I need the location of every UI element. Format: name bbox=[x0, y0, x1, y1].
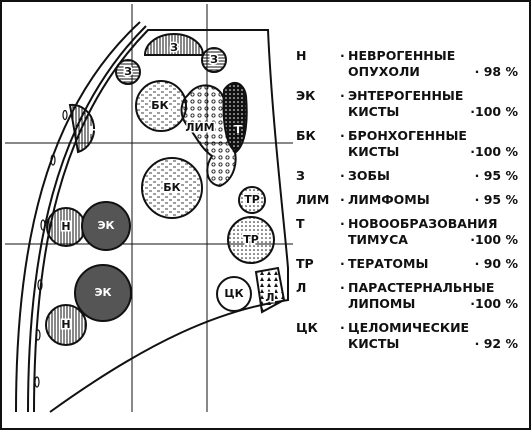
legend-row-tr bbox=[296, 256, 518, 272]
legend-name: ПАРАСТЕРНАЛЬНЫЕ bbox=[348, 280, 495, 295]
legend-row-n bbox=[296, 48, 518, 80]
legend-dot: · bbox=[340, 256, 345, 271]
legend bbox=[296, 48, 518, 360]
legend-row-ek bbox=[296, 88, 518, 120]
label-ek-upper: ЭК bbox=[97, 219, 115, 232]
legend-dot: · bbox=[340, 88, 345, 103]
legend-name: ЗОБЫ bbox=[348, 168, 390, 183]
legend-name-line2: КИСТЫ bbox=[348, 336, 400, 351]
legend-abbr: Л bbox=[296, 280, 307, 295]
legend-abbr: БК bbox=[296, 128, 316, 143]
lesion-l bbox=[256, 268, 284, 312]
legend-percent: · 98 % bbox=[474, 64, 518, 79]
legend-name: НОВООБРАЗОВАНИЯ bbox=[348, 216, 498, 231]
legend-dot: · bbox=[340, 280, 345, 295]
label-lim: ЛИМ bbox=[185, 121, 215, 134]
legend-percent: · 92 % bbox=[474, 336, 518, 351]
label-z-left: З bbox=[124, 65, 132, 78]
label-t: Т bbox=[234, 123, 242, 136]
legend-percent: ·100 % bbox=[470, 232, 518, 247]
legend-abbr: Т bbox=[296, 216, 305, 231]
legend-name: ТЕРАТОМЫ bbox=[348, 256, 429, 271]
legend-row-t bbox=[296, 216, 518, 248]
legend-dot: · bbox=[340, 192, 345, 207]
legend-name: ЦЕЛОМИЧЕСКИЕ bbox=[348, 320, 470, 335]
legend-percent: ·100 % bbox=[470, 296, 518, 311]
legend-abbr: ТР bbox=[296, 256, 314, 271]
legend-percent: ·100 % bbox=[470, 144, 518, 159]
label-z-top: З bbox=[170, 41, 178, 54]
legend-row-bk bbox=[296, 128, 518, 160]
legend-name-line2: КИСТЫ bbox=[348, 104, 400, 119]
legend-dot: · bbox=[340, 216, 345, 231]
label-bk-lower: БК bbox=[163, 181, 181, 194]
label-n-upper: Н bbox=[89, 124, 99, 137]
legend-abbr: Н bbox=[296, 48, 307, 63]
legend-row-z bbox=[296, 168, 518, 184]
legend-row-l bbox=[296, 280, 518, 312]
legend-name-line2: КИСТЫ bbox=[348, 144, 400, 159]
legend-name: НЕВРОГЕННЫЕ bbox=[348, 48, 456, 63]
label-tr-large: ТР bbox=[243, 233, 259, 246]
legend-dot: · bbox=[340, 128, 345, 143]
legend-abbr: З bbox=[296, 168, 305, 183]
legend-abbr: ЛИМ bbox=[296, 192, 330, 207]
legend-row-tsk bbox=[296, 320, 518, 352]
label-z-right: З bbox=[210, 53, 218, 66]
label-n-lower: Н bbox=[61, 318, 71, 331]
legend-dot: · bbox=[340, 320, 345, 335]
legend-abbr: ЭК bbox=[296, 88, 316, 103]
legend-percent: · 90 % bbox=[474, 256, 518, 271]
legend-name: ЭНТЕРОГЕННЫЕ bbox=[348, 88, 464, 103]
legend-dot: · bbox=[340, 168, 345, 183]
legend-dot: · bbox=[340, 48, 345, 63]
legend-name: БРОНХОГЕННЫЕ bbox=[348, 128, 467, 143]
legend-row-lim bbox=[296, 192, 518, 208]
legend-name-line2: ЛИПОМЫ bbox=[348, 296, 416, 311]
legend-percent: · 95 % bbox=[474, 168, 518, 183]
legend-percent: ·100 % bbox=[470, 104, 518, 119]
legend-abbr: ЦК bbox=[296, 320, 318, 335]
label-tr-small: ТР bbox=[244, 193, 260, 206]
legend-name: ЛИМФОМЫ bbox=[348, 192, 430, 207]
label-bk-upper: БК bbox=[151, 99, 169, 112]
legend-name-line2: ТИМУСА bbox=[348, 232, 408, 247]
label-ek-lower: ЭК bbox=[94, 286, 112, 299]
legend-name-line2: ОПУХОЛИ bbox=[348, 64, 420, 79]
label-n-mid: Н bbox=[61, 220, 71, 233]
label-tsk: ЦК bbox=[224, 287, 244, 300]
label-l: Л bbox=[265, 291, 275, 304]
legend-percent: · 95 % bbox=[474, 192, 518, 207]
